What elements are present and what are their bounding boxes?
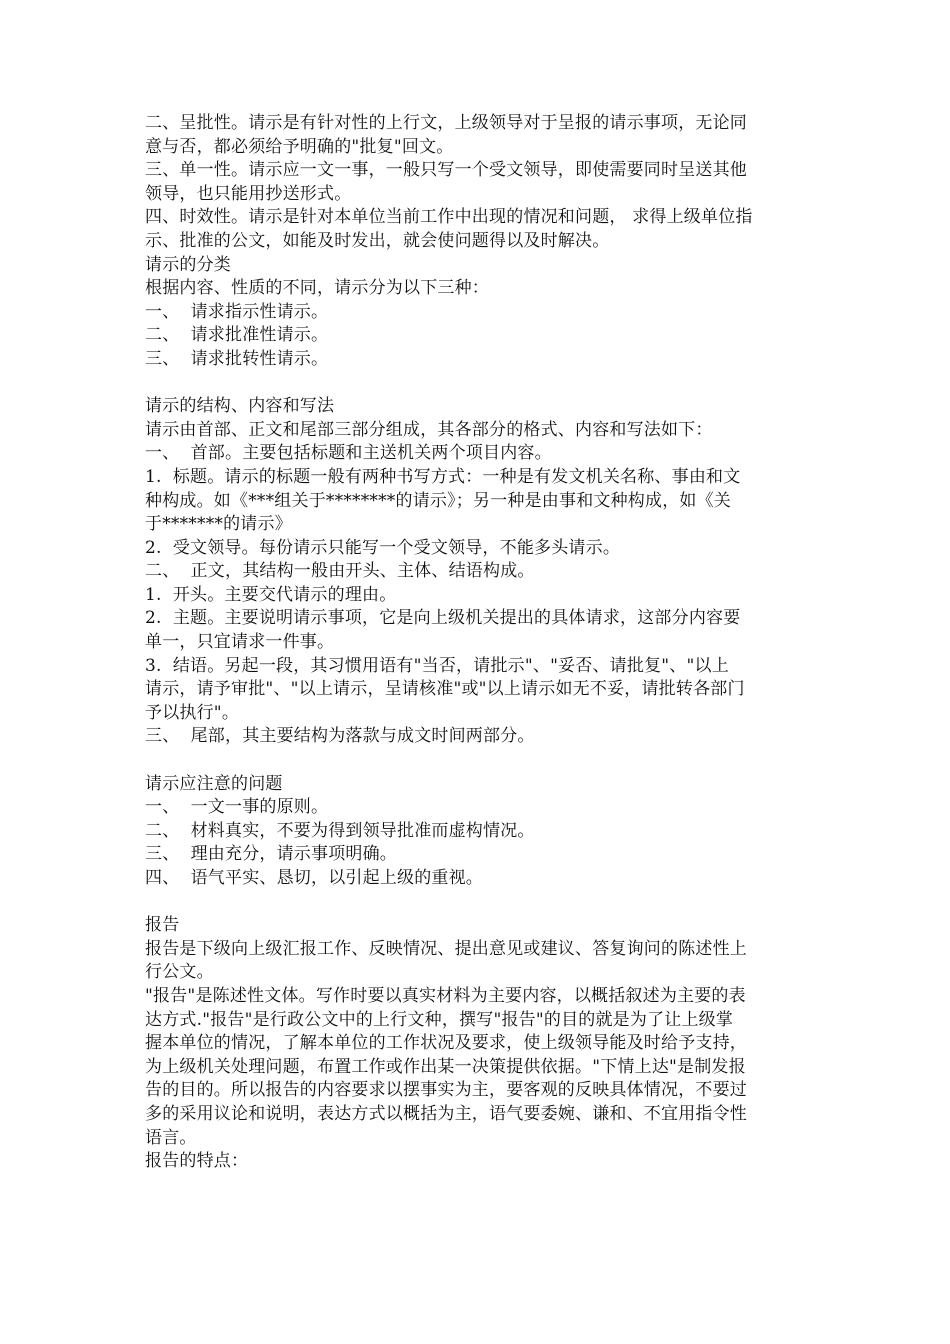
- list-item: 3. 结语。另起一段，其习惯用语有"当否，请批示"、"妥否、请批复"、"以上: [145, 655, 729, 676]
- blank-line: [145, 749, 813, 773]
- list-item: 一、 首部。主要包括标题和主送机关两个项目内容。: [145, 443, 552, 464]
- text-line: 语言。: [145, 1127, 197, 1148]
- document-body: [145, 112, 813, 1197]
- list-item: 1. 标题。请示的标题一般有两种书写方式：一种是有发文机关名称、事由和文: [145, 466, 741, 487]
- list-item: 1. 开头。主要交代请示的理由。: [145, 584, 397, 605]
- text-line: 报告的特点：: [145, 1151, 249, 1172]
- text-line: 握本单位的情况，了解本单位的工作状况及要求，使上级领导能及时给予支持，: [145, 1033, 747, 1054]
- text-line: "报告"是陈述性文体。写作时要以真实材料为主要内容，以概括叙述为主要的表: [145, 985, 746, 1006]
- text-line: 四、时效性。请示是针对本单位当前工作中出现的情况和问题， 求得上级单位指: [145, 207, 753, 228]
- text-line: 多的采用议论和说明，表达方式以概括为主，语气要委婉、谦和、不宜用指令性: [145, 1103, 747, 1124]
- blank-line: [145, 891, 813, 915]
- section-heading: 报告: [145, 915, 180, 936]
- text-line: 单一，只宜请求一件事。: [145, 632, 335, 653]
- text-line: 意与否，都必须给予明确的"批复"回文。: [145, 136, 454, 157]
- section-heading: 请示的结构、内容和写法: [145, 396, 335, 417]
- list-item: 二、 正文，其结构一般由开头、主体、结语构成。: [145, 561, 535, 582]
- text-line: 达方式."报告"是行政公文中的上行文种，撰写"报告"的目的就是为了让上级掌: [145, 1009, 734, 1030]
- text-line: 三、单一性。请示应一文一事，一般只写一个受文领导，即使需要同时呈送其他: [145, 160, 747, 181]
- list-item: 二、 材料真实，不要为得到领导批准而虚构情况。: [145, 820, 535, 841]
- blank-line: [145, 372, 813, 396]
- text-line: 示、批准的公文，如能及时发出，就会使问题得以及时解决。: [145, 230, 610, 251]
- text-line: 种构成。如《***组关于********的请示》；另一种是由事和文种构成，如《关: [145, 490, 731, 511]
- text-line: 报告是下级向上级汇报工作、反映情况、提出意见或建议、答复询问的陈述性上: [145, 938, 747, 959]
- list-item: 2. 主题。主要说明请示事项，它是向上级机关提出的具体请求，这部分内容要: [145, 608, 741, 629]
- list-item: 三、 尾部，其主要结构为落款与成文时间两部分。: [145, 726, 535, 747]
- text-line: 于*******的请示》: [145, 514, 292, 535]
- section-heading: 请示应注意的问题: [145, 773, 283, 794]
- text-line: 二、呈批性。请示是有针对性的上行文，上级领导对于呈报的请示事项，无论同: [145, 113, 747, 133]
- list-item: 二、 请求批准性请示。: [145, 325, 329, 346]
- text-line: 领导，也只能用抄送形式。: [145, 183, 352, 204]
- text-line: 告的目的。所以报告的内容要求以摆事实为主，要客观的反映具体情况，不要过: [145, 1080, 747, 1101]
- text-line: 请示，请予审批"、"以上请示，呈请核准"或"以上请示如无不妥，请批转各部门: [145, 679, 745, 700]
- list-item: 2. 受文领导。每份请示只能写一个受文领导，不能多头请示。: [145, 537, 621, 558]
- text-line: 为上级机关处理问题，布置工作或作出某一决策提供依据。"下情上达"是制发报: [145, 1056, 746, 1077]
- list-item: 一、 请求指示性请示。: [145, 301, 329, 322]
- list-item: 三、 请求批转性请示。: [145, 348, 329, 369]
- list-item: 一、 一文一事的原则。: [145, 797, 329, 818]
- text-line: 请示由首部、正文和尾部三部分组成，其各部分的格式、内容和写法如下：: [145, 419, 713, 440]
- text-line: 予以执行"。: [145, 702, 240, 723]
- text-line: 行公文。: [145, 962, 214, 983]
- section-heading: 请示的分类: [145, 254, 231, 275]
- list-item: 四、 语气平实、恳切，以引起上级的重视。: [145, 868, 484, 888]
- text-line: 根据内容、性质的不同，请示分为以下三种：: [145, 278, 489, 299]
- section-heading: [145, 1174, 813, 1198]
- list-item: 三、 理由充分，请示事项明确。: [145, 844, 398, 865]
